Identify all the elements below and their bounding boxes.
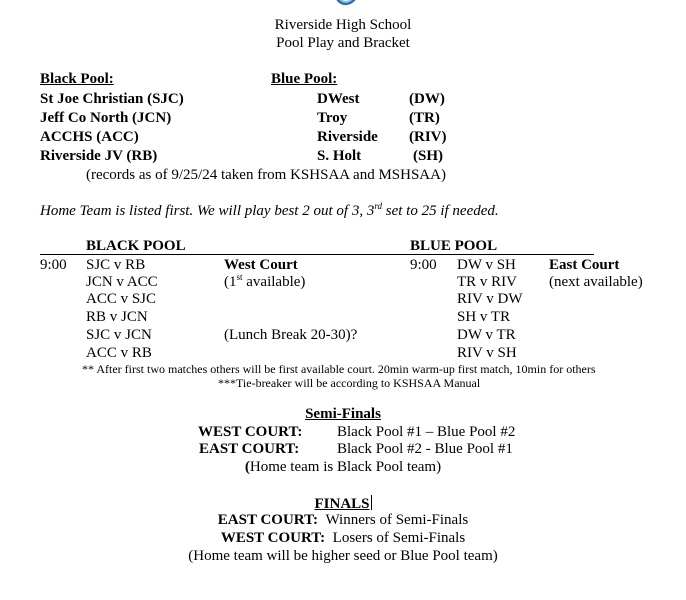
- blue-pool-team-abbr: (TR): [409, 110, 440, 126]
- blue-pool-match: RIV v SH: [457, 345, 517, 361]
- schedule-divider: [40, 254, 594, 255]
- blue-pool-match: SH v TR: [457, 309, 511, 325]
- black-pool-title: Black Pool:: [40, 71, 114, 87]
- records-note: (records as of 9/25/24 taken from KSHSAA and MSHSAA): [86, 167, 446, 183]
- semifinals-west-court-match: Black Pool #1 – Blue Pool #2: [337, 424, 516, 440]
- lunch-break-note: (Lunch Break 20-30)?: [224, 327, 358, 343]
- blue-pool-team-name: Riverside: [317, 129, 378, 145]
- finals-west-court-text: Losers of Semi-Finals: [332, 530, 466, 546]
- blue-pool-match: DW v SH: [457, 257, 516, 273]
- blue-pool-team-name: DWest: [317, 91, 360, 107]
- west-court-label: West Court: [224, 257, 298, 273]
- blue-pool-match: TR v RIV: [457, 274, 517, 290]
- black-pool-team: ACCHS (ACC): [40, 129, 139, 145]
- blue-pool-match: RIV v DW: [457, 291, 523, 307]
- blue-pool-team-name: Troy: [317, 110, 348, 126]
- finals-east-court-text: Winners of Semi-Finals: [325, 512, 469, 528]
- blue-pool-title: Blue Pool:: [271, 71, 338, 87]
- semifinals-title: Semi-Finals: [305, 406, 381, 422]
- black-pool-match: ACC v RB: [86, 345, 152, 361]
- east-court-label: East Court: [549, 257, 620, 273]
- finals-east-court-label: EAST COURT:: [217, 512, 318, 528]
- semifinals-east-court-match: Black Pool #2 - Blue Pool #1: [337, 441, 513, 457]
- rules-note-text-end: set to 25 if needed.: [382, 203, 499, 219]
- text-cursor: [371, 495, 372, 510]
- rules-note-superscript: rd: [374, 201, 382, 211]
- rules-note-text: Home Team is listed first. We will play best 2 out of 3, 3: [40, 203, 375, 219]
- semifinals-east-court-label: EAST COURT:: [199, 441, 300, 457]
- west-court-availability-text: (1: [224, 274, 237, 290]
- finals-east-court-line: [0, 512, 686, 529]
- blue-pool-team-abbr: (SH): [413, 148, 443, 164]
- semifinals-home-note-paren: (: [244, 459, 250, 475]
- semifinals-west-court-label: WEST COURT:: [198, 424, 303, 440]
- blue-pool-team-abbr: (DW): [409, 91, 445, 107]
- black-pool-match: SJC v RB: [86, 257, 146, 273]
- finals-home-team-note: (Home team will be higher seed or Blue Pool team): [188, 548, 498, 564]
- black-pool-schedule-header: BLACK POOL: [86, 238, 186, 254]
- semifinals-home-team-note: [0, 459, 686, 476]
- black-pool-match: JCN v ACC: [86, 274, 158, 290]
- black-pool-team: St Joe Christian (SJC): [40, 91, 184, 107]
- west-court-availability-text-end: available): [242, 274, 306, 290]
- east-court-availability: (next available): [549, 274, 643, 290]
- blue-pool-team-abbr: (RIV): [409, 129, 447, 145]
- blue-pool-team-name: S. Holt: [317, 148, 362, 164]
- blue-pool-schedule-header: BLUE POOL: [410, 238, 498, 254]
- document-subtitle: Pool Play and Bracket: [276, 35, 410, 51]
- blue-pool-start-time: 9:00: [410, 257, 437, 273]
- tie-breaker-footnote: ***Tie-breaker will be according to KSHSAA Manual: [218, 376, 481, 390]
- black-pool-team: Jeff Co North (JCN): [40, 110, 172, 126]
- black-pool-team: Riverside JV (RB): [40, 148, 158, 164]
- black-pool-match: ACC v SJC: [86, 291, 157, 307]
- finals-west-court-line: [0, 530, 686, 547]
- semifinals-home-note-text: Home team is Black Pool team): [249, 459, 442, 475]
- black-pool-match: RB v JCN: [86, 309, 148, 325]
- school-name: Riverside High School: [274, 17, 412, 33]
- finals-west-court-label: WEST COURT:: [220, 530, 326, 546]
- west-court-availability: [224, 274, 305, 291]
- finals-title-wrap: [0, 495, 686, 513]
- school-logo-icon: [334, 0, 358, 8]
- black-pool-match: SJC v JCN: [86, 327, 152, 343]
- schedule-footnote: ** After first two matches others will be first available court. 20min warm-up first match, 10min for others: [82, 362, 596, 376]
- west-court-availability-superscript: st: [236, 272, 243, 282]
- black-pool-start-time: 9:00: [40, 257, 67, 273]
- blue-pool-match: DW v TR: [457, 327, 516, 343]
- rules-note: [40, 203, 499, 220]
- finals-title: FINALS: [314, 496, 370, 512]
